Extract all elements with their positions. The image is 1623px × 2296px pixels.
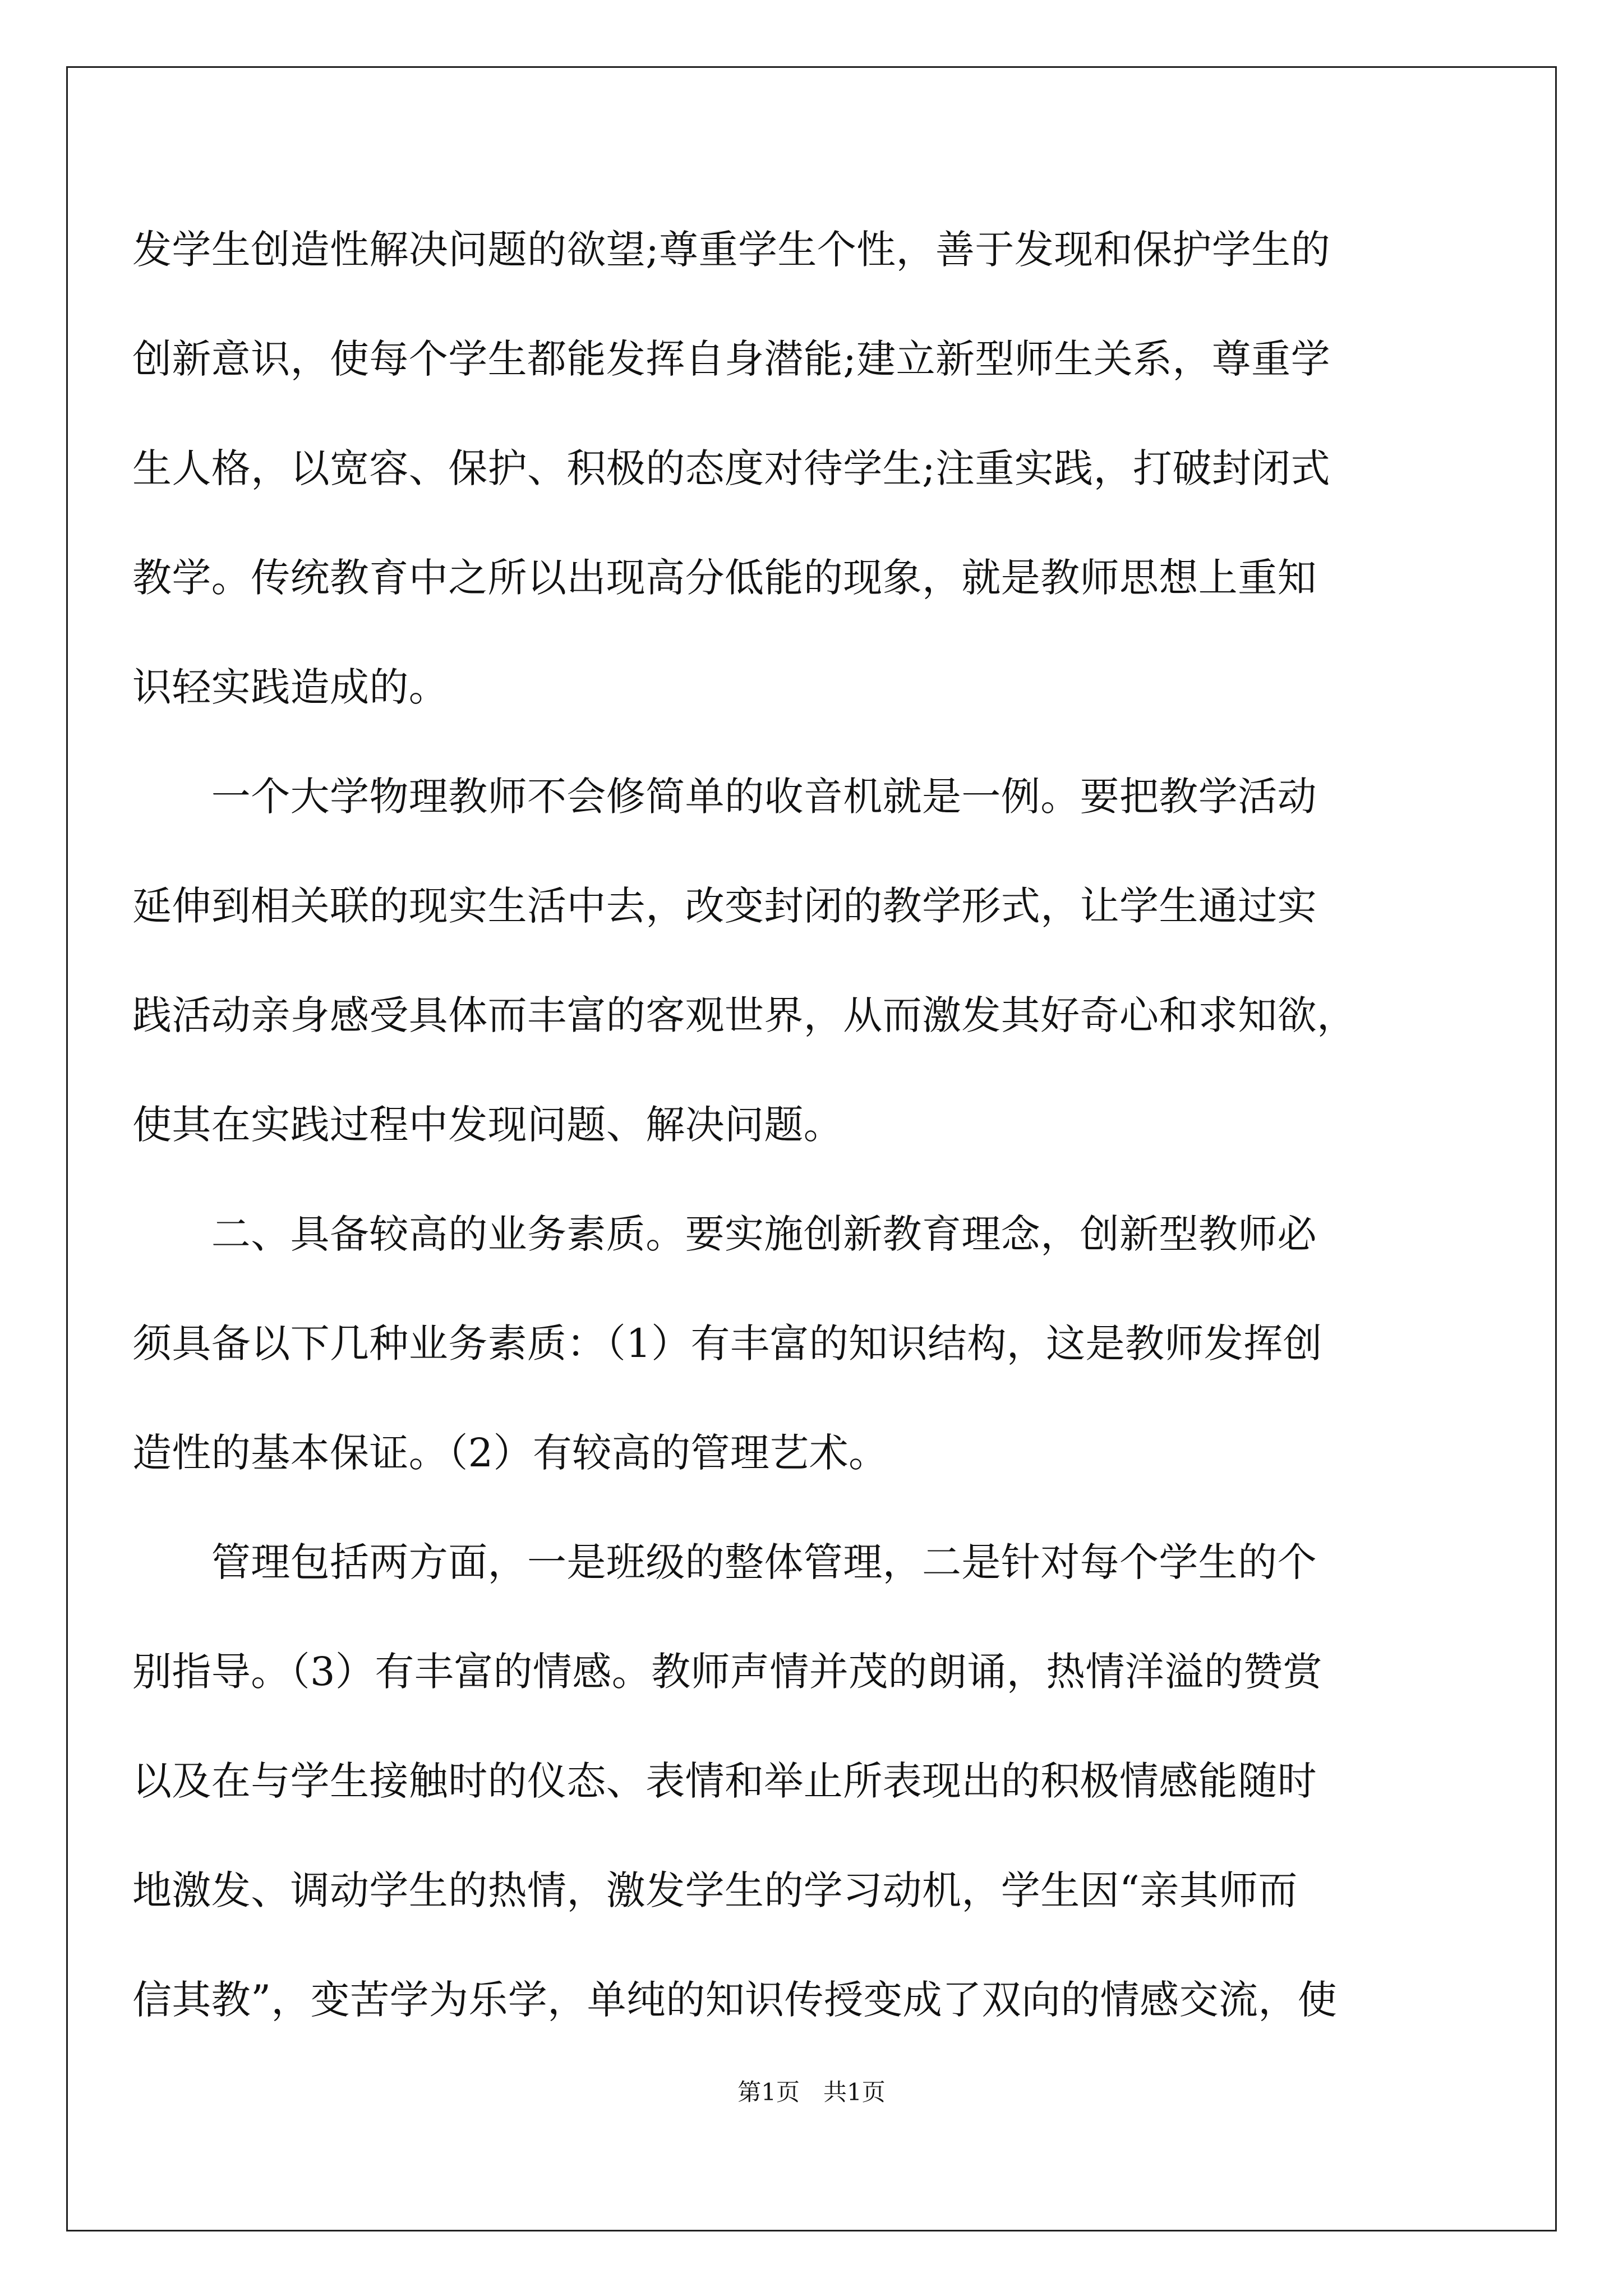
text-line: 发学生创造性解决问题的欲望;尊重学生个性，善于发现和保护学生的 [132,227,1330,273]
text-line: 使其在实践过程中发现问题、解决问题。 [132,1102,843,1148]
text-line: 延伸到相关联的现实生活中去，改变封闭的教学形式，让学生通过实 [132,883,1317,929]
text-line: 造性的基本保证。（2）有较高的管理艺术。 [132,1430,888,1476]
text-line: 管理包括两方面，一是班级的整体管理，二是针对每个学生的个 [132,1539,1317,1585]
text-line: 二、具备较高的业务素质。要实施创新教育理念，创新型教师必 [132,1211,1317,1257]
text-line: 教学。传统教育中之所以出现高分低能的现象，就是教师思想上重知 [132,555,1317,601]
text-line: 地激发、调动学生的热情，激发学生的学习动机，学生因“亲其师而 [132,1867,1298,1913]
text-line: 创新意识，使每个学生都能发挥自身潜能;建立新型师生关系，尊重学 [132,336,1330,382]
page-footer: 第1页 共1页 [737,2078,886,2106]
text-line: 识轻实践造成的。 [132,664,449,710]
text-line: 信其教”，变苦学为乐学，单纯的知识传授变成了双向的情感交流，使 [132,1977,1338,2023]
text-line: 须具备以下几种业务素质：（1）有丰富的知识结构，这是教师发挥创 [132,1320,1322,1366]
text-line: 生人格，以宽容、保护、积极的态度对待学生;注重实践，打破封闭式 [132,445,1330,491]
text-line: 别指导。（3）有丰富的情感。教师声情并茂的朗诵，热情洋溢的赞赏 [132,1649,1322,1695]
text-line: 一个大学物理教师不会修简单的收音机就是一例。要把教学活动 [132,774,1317,820]
text-line: 践活动亲身感受具体而丰富的客观世界，从而激发其好奇心和求知欲， [132,992,1357,1038]
text-line: 以及在与学生接触时的仪态、表情和举止所表现出的积极情感能随时 [132,1758,1317,1804]
